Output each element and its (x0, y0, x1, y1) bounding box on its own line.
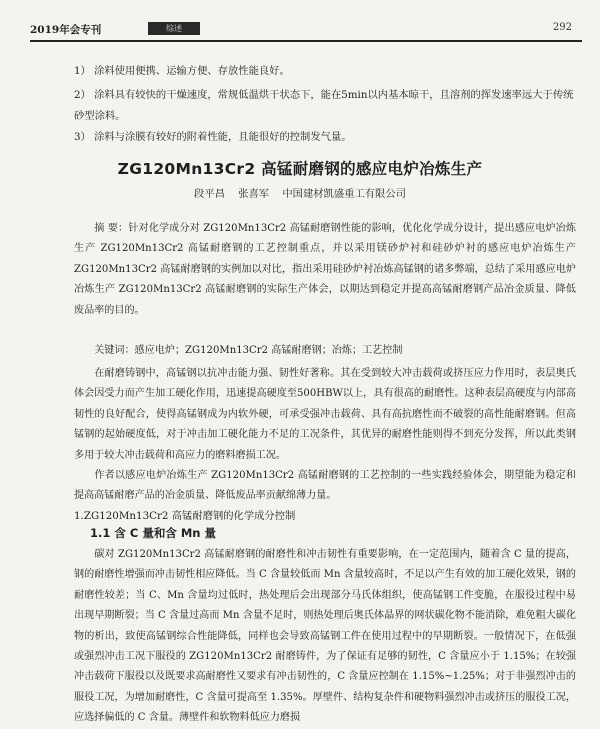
section-heading-1-1: 1.1 含 C 量和含 Mn 量 (90, 526, 216, 540)
journal-name: 2019年会专刊 (30, 24, 102, 36)
intro-item-1: 1） 涂料使用便携、运输方便、存放性能良好。 (74, 65, 290, 77)
intro-item-2: 2） 涂料具有较快的干燥速度，常规低温烘干状态下，能在5min以内基本晾干，且溶剂的挥发速率远大于传统砂型涂料。 (74, 89, 574, 122)
page-header (30, 22, 582, 38)
keywords: 关键词：感应电炉；ZG120Mn13Cr2 高锰耐磨钢；冶炼；工艺控制 (94, 345, 403, 356)
section-heading-1: 1.ZG120Mn13Cr2 高锰耐磨钢的化学成分控制 (74, 510, 296, 522)
abstract: 摘 要：针对化学成分对 ZG120Mn13Cr2 高锰耐磨钢性能的影响，优化化学成分设计，提出感应电炉冶炼生产 ZG120Mn13Cr2 高锰耐磨钢的工艺控制重点，并以采用镁砂炉衬和硅砂炉衬的感应电炉冶炼生产 ZG120Mn13Cr2 高锰耐磨钢的实例加以对比，指出采用硅砂炉衬冶炼高锰钢的诸多弊端，总结了采用感应电炉冶炼生产 ZG120Mn13Cr2 高锰耐磨钢的实际生产体会，以期达到稳定并提高高锰耐磨钢产品冶金质量、降低废品率的目的。 (74, 223, 576, 316)
article-title: ZG120Mn13Cr2 高锰耐磨钢的感应电炉冶炼生产 (117, 160, 483, 178)
intro-item-3: 3） 涂料与涂膜有较好的附着性能，且能很好的控制发气量。 (74, 131, 352, 143)
section-tag: 综述 (148, 22, 200, 35)
paragraph-purpose: 作者以感应电炉冶炼生产 ZG120Mn13Cr2 高锰耐磨钢的工艺控制的一些实践经验体会，期望能为稳定和提高高锰耐磨产品的冶金质量、降低废品率贡献绵薄力量。 (74, 470, 576, 502)
paragraph-intro: 在耐磨铸钢中，高锰钢以抗冲击能力强、韧性好著称。其在受到较大冲击载荷或挤压应力作用时，表层奥氏体会因受力而产生加工硬化作用，迅速提高硬度至500HBW以上，具有很高的耐磨性。这种表层高硬度与内部高韧性的良好配合，使得高锰钢成为内软外硬，可承受强冲击载荷、具有高抗磨性而不破裂的高性能耐磨钢。但高锰钢的起始硬度低，对于冲击加工硬化能力不足的工况条件，其优异的耐磨性能则得不到充分发挥，所以此类钢多用于较大冲击载荷和高应力的磨料磨损工况。 (74, 368, 576, 461)
paragraph-c-mn: 碳对 ZG120Mn13Cr2 高锰耐磨钢的耐磨性和冲击韧性有重要影响，在一定范围内，随着含 C 量的提高，钢的耐磨性增强而冲击韧性相应降低。当 C 含量较低而 Mn 含量较高时，不足以产生有效的加工硬化效果，钢的耐磨性较差；当 C、Mn 含量均过低时，热处理后会出现部分马氏体组织，使高锰钢工件变脆，在服役过程中易出现早期断裂；当 C 含量过高而 Mn 含量不足时，则热处理后奥氏体晶界的网状碳化物不能消除，难免粗大碳化物的析出，致使高锰钢综合性能降低，同样也会导致高锰钢工件在使用过程中的早期断裂。一般情况下，在低强或强烈冲击工况下服役的 ZG120Mn13Cr2 耐磨铸件，为了保证有足够的韧性，C 含量应小于 1.15%；在较强冲击载荷下服役以及既要求高耐磨性又要求有冲击韧性的，C 含量应控制在 1.15%~1.25%；对于非强烈冲击的服役工况，为增加耐磨性，C 含量可提高至 1.35%。厚壁件、结构复杂件和硬物料强烈冲击或挤压的服役工况，应选择偏低的 C 含量。薄壁件和软物料低应力磨损 (74, 549, 576, 724)
article-authors: 段平昌 张喜军 中国建材凯盛重工有限公司 (194, 188, 406, 200)
header-divider (30, 40, 582, 42)
page-number: 292 (552, 22, 572, 33)
